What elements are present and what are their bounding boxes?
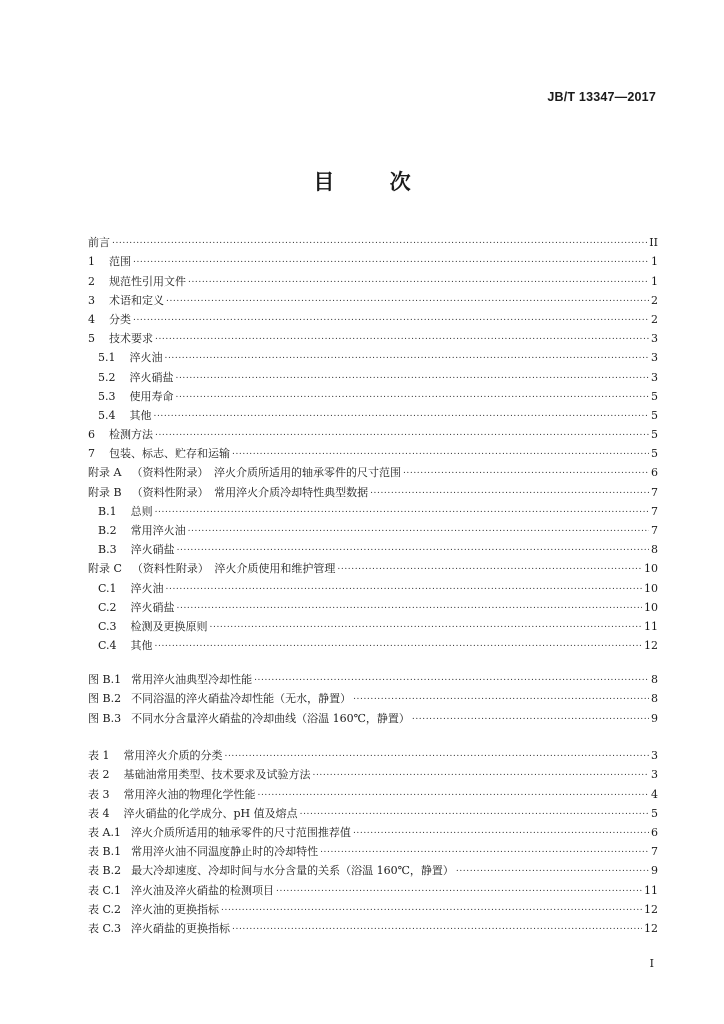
- page-number: I: [649, 957, 654, 970]
- entry-number: 表 B.2: [88, 864, 122, 878]
- entry-page: 8: [651, 543, 658, 557]
- entry-page: 12: [644, 639, 658, 653]
- dot-leader: [403, 457, 649, 476]
- entry-title: 最大冷却速度、冷却时间与水分含量的关系（浴温 160℃，静置）: [131, 864, 454, 878]
- entry-page: 6: [651, 825, 658, 839]
- entry-page: 12: [644, 921, 658, 935]
- entry-title: 总则: [130, 504, 153, 518]
- entry-title: 技术要求: [109, 332, 153, 346]
- entry-number: 表 C.3: [88, 921, 122, 935]
- dot-leader: [313, 759, 650, 778]
- entry-page: II: [649, 236, 658, 250]
- entry-title: 检测及更换原则: [130, 619, 208, 633]
- entry-number: C.1: [98, 581, 117, 595]
- entry-title: 不同水分含量淬火硝盐的冷却曲线（浴温 160℃，静置）: [131, 711, 410, 725]
- entry-number: 2: [88, 274, 95, 288]
- toc-entry[interactable]: [88, 496, 658, 518]
- entry-number: B.1: [98, 504, 117, 518]
- entry-page: 2: [651, 293, 658, 307]
- entry-number: 5: [88, 332, 95, 346]
- dot-leader: [370, 476, 649, 495]
- entry-page: 3: [651, 332, 658, 346]
- entry-number: C.3: [98, 619, 117, 633]
- entry-title: 淬火硝盐的更换指标: [131, 921, 231, 935]
- dot-leader: [155, 630, 642, 649]
- toc-entry[interactable]: [88, 400, 658, 422]
- toc-entry[interactable]: [88, 515, 658, 537]
- entry-title: 淬火油及淬火硝盐的检测项目: [131, 883, 275, 897]
- dot-leader: [300, 798, 649, 817]
- entry-page: 4: [651, 787, 658, 801]
- entry-title: 其他: [129, 408, 152, 422]
- dot-leader: [166, 572, 642, 591]
- dot-leader: [155, 496, 649, 515]
- dot-leader: [225, 740, 650, 759]
- entry-number: 表 1: [88, 749, 110, 763]
- toc-entry[interactable]: [88, 285, 658, 307]
- entry-number: 表 3: [88, 787, 110, 801]
- entry-page: 6: [651, 466, 658, 480]
- dot-leader: [154, 400, 650, 419]
- figure-entry[interactable]: [88, 664, 658, 687]
- entry-page: 5: [651, 389, 658, 403]
- entry-number: 1: [88, 255, 95, 269]
- entry-title: 其他: [130, 639, 153, 653]
- dot-leader: [232, 913, 642, 932]
- entry-page: 1: [651, 274, 658, 288]
- dot-leader: [133, 246, 649, 265]
- dot-leader: [176, 381, 650, 400]
- entry-title: （资料性附录） 常用淬火介质冷却特性典型数据: [131, 485, 369, 499]
- entry-number: 3: [88, 293, 95, 307]
- entry-page: 1: [651, 255, 658, 269]
- toc-entry[interactable]: [88, 265, 658, 288]
- entry-title: 常用淬火油典型冷却性能: [131, 673, 253, 687]
- dot-leader: [177, 592, 642, 611]
- entry-page: 3: [651, 370, 658, 384]
- entry-title: 淬火硝盐: [129, 370, 174, 384]
- entry-title: 淬火油: [129, 351, 163, 365]
- dot-leader: [188, 265, 649, 284]
- toc-entry[interactable]: [88, 419, 658, 442]
- toc-entry[interactable]: [88, 381, 658, 403]
- entry-number: 5.1: [98, 351, 116, 365]
- entry-page: 8: [651, 673, 658, 687]
- dot-leader: [412, 702, 649, 721]
- entry-number: 表 B.1: [88, 845, 122, 859]
- standard-code: JB/T 13347—2017: [547, 90, 656, 104]
- entry-number: 表 C.1: [88, 883, 122, 897]
- entry-page: 7: [651, 485, 658, 499]
- dot-leader: [133, 304, 649, 323]
- dot-leader: [165, 342, 650, 361]
- dot-leader: [258, 778, 650, 797]
- entry-number: 4: [88, 312, 95, 326]
- entry-number: 7: [88, 447, 95, 461]
- entry-page: 5: [651, 806, 658, 820]
- entry-title: 淬火硝盐的化学成分、pH 值及熔点: [123, 806, 298, 820]
- entry-page: 7: [651, 845, 658, 859]
- dot-leader: [112, 227, 647, 246]
- dot-leader: [221, 894, 642, 913]
- dot-leader: [320, 836, 649, 855]
- entry-page: 3: [651, 749, 658, 763]
- entry-number: 表 A.1: [88, 825, 121, 839]
- toc-entry[interactable]: [88, 592, 658, 614]
- dot-leader: [456, 855, 649, 874]
- entry-title: 淬火油的更换指标: [131, 902, 220, 916]
- dot-leader: [210, 611, 642, 630]
- dot-leader: [276, 874, 642, 893]
- entry-title: 检测方法: [109, 428, 153, 442]
- toc-entry[interactable]: [88, 438, 658, 461]
- entry-page: 10: [644, 600, 658, 614]
- entry-number: B.2: [98, 524, 117, 537]
- entry-page: 5: [651, 408, 658, 422]
- entry-number: B.3: [98, 543, 117, 557]
- dot-leader: [155, 323, 649, 342]
- entry-title: 使用寿命: [129, 389, 174, 403]
- entry-page: 9: [651, 864, 658, 878]
- toc-entry[interactable]: [88, 361, 658, 384]
- entry-title: 术语和定义: [109, 293, 164, 307]
- entry-title: 包装、标志、贮存和运输: [109, 447, 230, 461]
- dot-leader: [353, 817, 649, 836]
- entry-page: 11: [644, 619, 658, 633]
- entry-page: 3: [651, 768, 658, 782]
- entry-number: 附录 A: [88, 466, 122, 480]
- entry-number: 5.2: [98, 370, 116, 384]
- entry-title: 范围: [109, 255, 131, 269]
- entry-title: 分类: [109, 312, 131, 326]
- entry-page: 10: [644, 562, 658, 576]
- entry-number: 图 B.3: [88, 711, 122, 725]
- entry-page: 8: [651, 692, 658, 706]
- entry-page: 7: [651, 524, 658, 537]
- dot-leader: [188, 515, 649, 534]
- entry-page: 5: [651, 447, 658, 461]
- entry-number: 5.3: [98, 389, 116, 403]
- entry-title: 淬火硝盐: [130, 543, 175, 557]
- dot-leader: [155, 419, 649, 438]
- entry-page: 12: [644, 902, 658, 916]
- toc-entry[interactable]: [88, 572, 658, 595]
- entry-number: 图 B.1: [88, 673, 122, 687]
- dot-leader: [177, 534, 649, 553]
- entry-title: 不同浴温的淬火硝盐冷却性能（无水，静置）: [131, 692, 352, 706]
- entry-page: 9: [651, 711, 658, 725]
- page-title: 目 次: [313, 170, 435, 194]
- toc-entry[interactable]: [88, 342, 658, 365]
- entry-number: 6: [88, 428, 95, 442]
- dot-leader: [353, 683, 649, 702]
- toc-entry[interactable]: [88, 246, 658, 269]
- dot-leader: [337, 553, 642, 572]
- entry-page: 3: [651, 351, 658, 365]
- entry-page: 10: [644, 581, 658, 595]
- entry-page: 7: [651, 504, 658, 518]
- entry-title: 规范性引用文件: [109, 274, 186, 288]
- entry-title: 淬火硝盐: [130, 600, 175, 614]
- entry-title: （资料性附录） 淬火介质使用和维护管理: [131, 562, 336, 576]
- dot-leader: [254, 664, 649, 683]
- entry-number: 附录 B: [88, 485, 122, 499]
- toc-entry[interactable]: [88, 323, 658, 346]
- entry-title: 淬火介质所适用的轴承零件的尺寸范围推荐值: [130, 825, 351, 839]
- entry-number: 表 C.2: [88, 902, 122, 916]
- entry-number: 附录 C: [88, 562, 122, 576]
- toc-figure-list: [88, 664, 658, 725]
- entry-page: 2: [651, 312, 658, 326]
- entry-title: 淬火油: [130, 581, 164, 595]
- entry-number: C.2: [98, 600, 117, 614]
- entry-number: 图 B.2: [88, 692, 122, 706]
- toc-entry[interactable]: [88, 630, 658, 653]
- toc-entry[interactable]: [88, 304, 658, 326]
- entry-number: C.4: [98, 639, 117, 653]
- entry-title: 常用淬火油不同温度静止时的冷却特性: [131, 845, 319, 859]
- entry-title: 常用淬火介质的分类: [123, 749, 223, 763]
- dot-leader: [176, 361, 650, 380]
- toc-entry[interactable]: [88, 227, 658, 250]
- entry-title: 前言: [88, 236, 110, 250]
- dot-leader: [232, 438, 649, 457]
- entry-page: 5: [651, 428, 658, 442]
- entry-title: （资料性附录） 淬火介质所适用的轴承零件的尺寸范围: [131, 466, 401, 480]
- dot-leader: [166, 285, 649, 304]
- entry-number: 表 4: [88, 806, 110, 820]
- entry-title: 常用淬火油: [130, 524, 186, 537]
- entry-number: 5.4: [98, 408, 116, 422]
- entry-page: 11: [644, 883, 658, 897]
- table-entry[interactable]: [88, 740, 658, 763]
- toc-table-list: [88, 740, 658, 935]
- entry-title: 基础油常用类型、技术要求及试验方法: [123, 768, 311, 782]
- toc-main-list: [88, 227, 658, 653]
- entry-title: 常用淬火油的物理化学性能: [123, 787, 256, 801]
- entry-number: 表 2: [88, 768, 110, 782]
